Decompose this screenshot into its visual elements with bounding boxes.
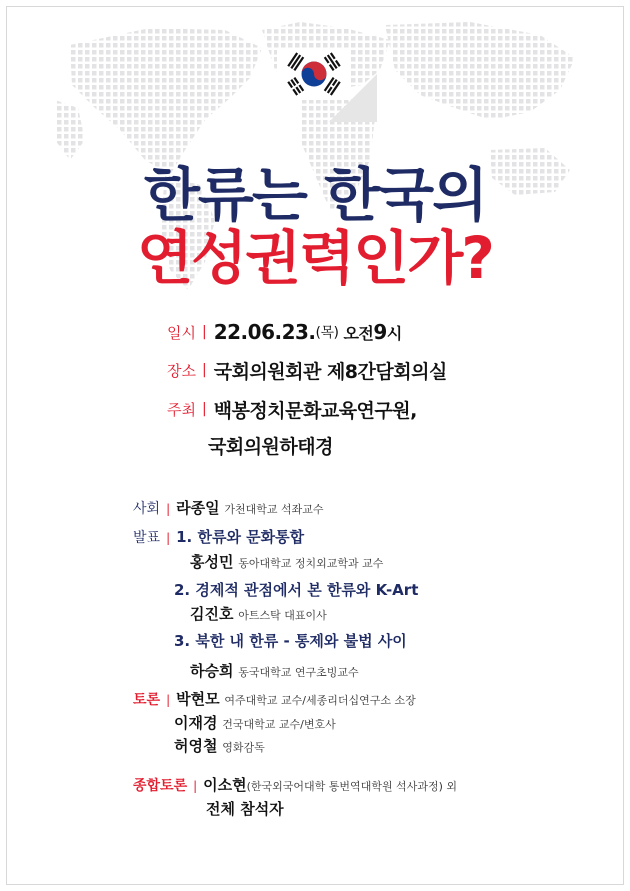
discussion-row-1	[133, 688, 416, 709]
info-host-value: 백봉정치문화교육연구원,	[213, 399, 417, 422]
discussion-label: 토론	[133, 692, 161, 708]
moderator-affiliation: 가천대학교 석좌교수	[224, 503, 324, 516]
info-host-value-2b: 하태경	[279, 435, 333, 458]
presentation-3-topic-row	[174, 630, 407, 651]
presentation-1-topic: 1. 한류와 문화통합	[176, 528, 305, 546]
moderator-label: 사회	[133, 501, 161, 517]
discussion-row-2	[174, 712, 336, 733]
separator: |	[202, 362, 207, 378]
separator: |	[166, 531, 171, 545]
presenter-3-affiliation: 동국대학교 연구초빙교수	[238, 666, 359, 679]
presentation-2-topic-row	[174, 579, 418, 600]
info-venue-value: 국회의원회관 제8간담회의실	[213, 360, 447, 383]
info-hour: 9	[373, 320, 387, 344]
info-host-row-2	[208, 430, 333, 460]
general-discussion-row	[133, 774, 457, 795]
discussant-3-affiliation: 영화감독	[222, 741, 265, 754]
general-discussion-row-2	[206, 798, 284, 819]
info-host-row	[158, 394, 417, 424]
info-label-host: 주최	[167, 400, 196, 419]
presentations-label: 발표	[133, 530, 161, 546]
info-date-day: (목)	[315, 325, 339, 341]
title-line-2: 연성권력인가?	[137, 224, 493, 292]
info-label-venue: 장소	[167, 361, 196, 380]
presenter-3-name: 하승희	[190, 662, 234, 680]
presentation-2-presenter	[190, 603, 327, 624]
general-discussion-name: 이소현	[203, 776, 247, 794]
info-venue-row	[158, 355, 447, 385]
presentation-3-topic: 3. 북한 내 한류 - 통제와 불법 사이	[174, 632, 407, 650]
discussant-3-name: 허영철	[174, 737, 218, 755]
presenter-1-affiliation: 동아대학교 정치외교학과 교수	[238, 557, 384, 570]
info-label-date: 일시	[167, 323, 196, 342]
info-host-value-2a: 국회의원	[208, 435, 280, 458]
discussant-2-name: 이재경	[174, 714, 218, 732]
title-line-1: 한류는 한국의	[143, 161, 487, 229]
moderator-name: 라종일	[176, 499, 220, 517]
info-date-row	[158, 317, 402, 347]
info-date-value: 22.06.23.	[213, 320, 316, 344]
presentation-1-topic-row	[133, 526, 304, 547]
korean-flag-icon	[265, 42, 377, 122]
separator: |	[166, 502, 171, 516]
presenter-2-affiliation: 아트스탁 대표이사	[238, 609, 327, 622]
separator: |	[202, 324, 207, 340]
presentation-2-topic: 2. 경제적 관점에서 본 한류와 K-Art	[174, 581, 419, 599]
moderator-row	[133, 497, 324, 518]
presenter-2-name: 김진호	[190, 605, 234, 623]
separator: |	[193, 779, 198, 793]
info-hour-unit: 시	[386, 323, 402, 343]
presenter-1-name: 홍성민	[190, 553, 234, 571]
info-time: 오전	[343, 323, 374, 343]
presentation-3-presenter	[190, 660, 359, 681]
discussant-2-affiliation: 건국대학교 교수/변호사	[222, 718, 336, 731]
general-discussion-label: 종합토론	[133, 778, 188, 794]
separator: |	[202, 401, 207, 417]
discussion-row-3	[174, 735, 265, 756]
general-discussion-affiliation: (한국외국어대학 통번역대학원 석사과정) 외	[246, 780, 457, 793]
presentation-1-presenter	[190, 551, 383, 572]
separator: |	[166, 693, 171, 707]
discussant-1-name: 박현모	[176, 690, 220, 708]
discussant-1-affiliation: 여주대학교 교수/세종리더십연구소 소장	[224, 694, 416, 707]
general-discussion-all: 전체 참석자	[206, 800, 284, 818]
